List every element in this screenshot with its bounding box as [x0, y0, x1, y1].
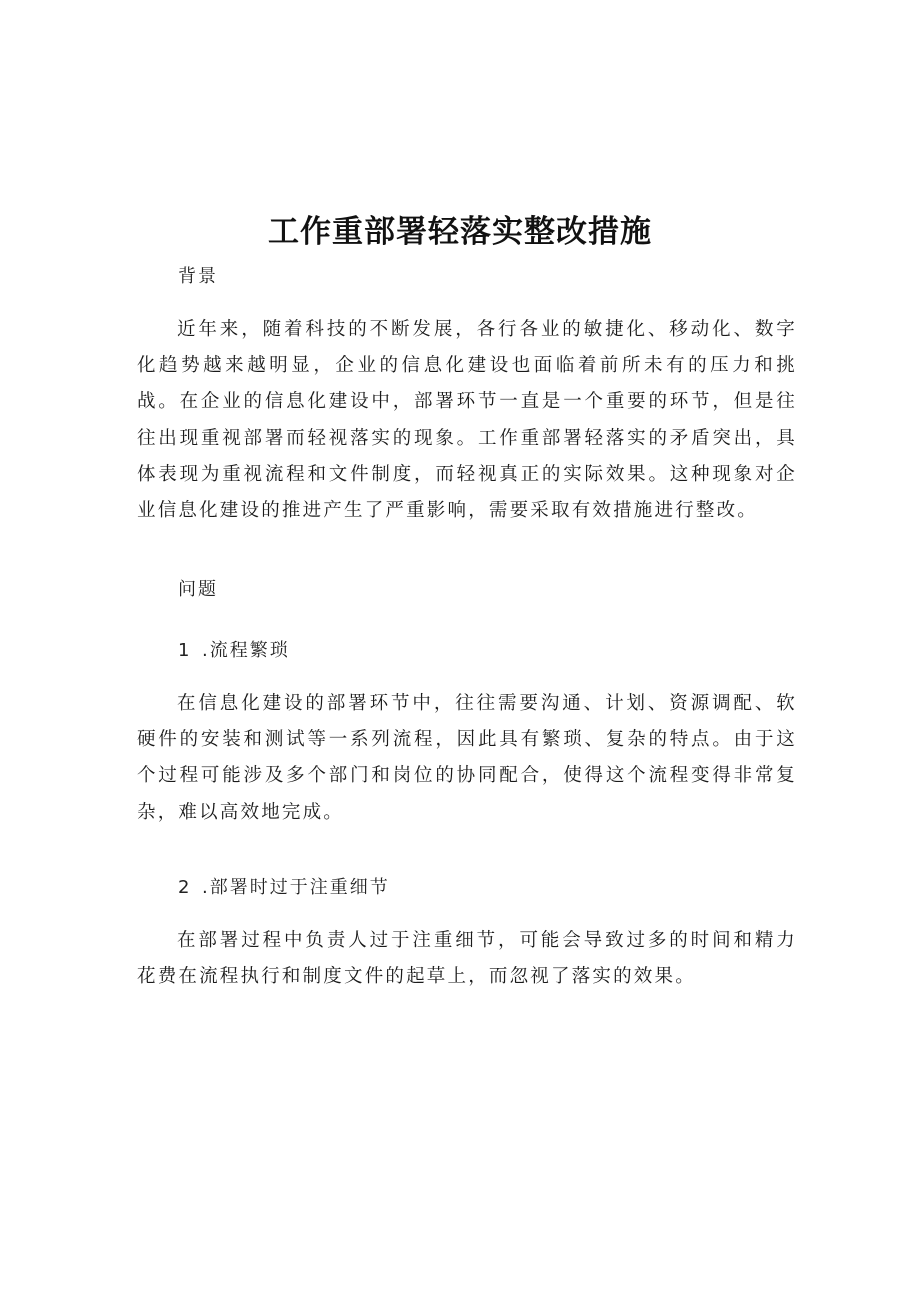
subheading-overfocus-detail [178, 873, 390, 903]
section-heading-problems: 问题 [178, 579, 218, 600]
section-heading-background: 背景 [178, 266, 218, 287]
subheading-process-cumbersome [178, 636, 290, 666]
subheading-text: .部署时过于注重细节 [202, 877, 390, 898]
document-title: 工作重部署轻落实整改措施 [268, 214, 652, 250]
subheading-text: .流程繁琐 [202, 640, 290, 661]
subheading-number: 2 [178, 877, 192, 898]
background-paragraph: 近年来，随着科技的不断发展，各行各业的敏捷化、移动化、数字化趋势越来越明显，企业的信息化建设也面临着前所未有的压力和挑战。在企业的信息化建设中，部署环节一直是一个重要的环节，但是往往出现重视部署而轻视落实的现象。工作重部署轻落实的矛盾突出，具体表现为重视流程和文件制度，而轻视真正的实际效果。这种现象对企业信息化建设的推进产生了严重影响，需要采取有效措施进行整改。 [137, 319, 797, 522]
subheading-number: 1 [178, 640, 192, 661]
process-cumbersome-paragraph: 在信息化建设的部署环节中，往往需要沟通、计划、资源调配、软硬件的安装和测试等一系列流程，因此具有繁琐、复杂的特点。由于这个过程可能涉及多个部门和岗位的协同配合，使得这个流程变得非常复杂，难以高效地完成。 [137, 693, 797, 823]
overfocus-detail-paragraph: 在部署过程中负责人过于注重细节，可能会导致过多的时间和精力花费在流程执行和制度文件的起草上，而忽视了落实的效果。 [137, 930, 797, 988]
